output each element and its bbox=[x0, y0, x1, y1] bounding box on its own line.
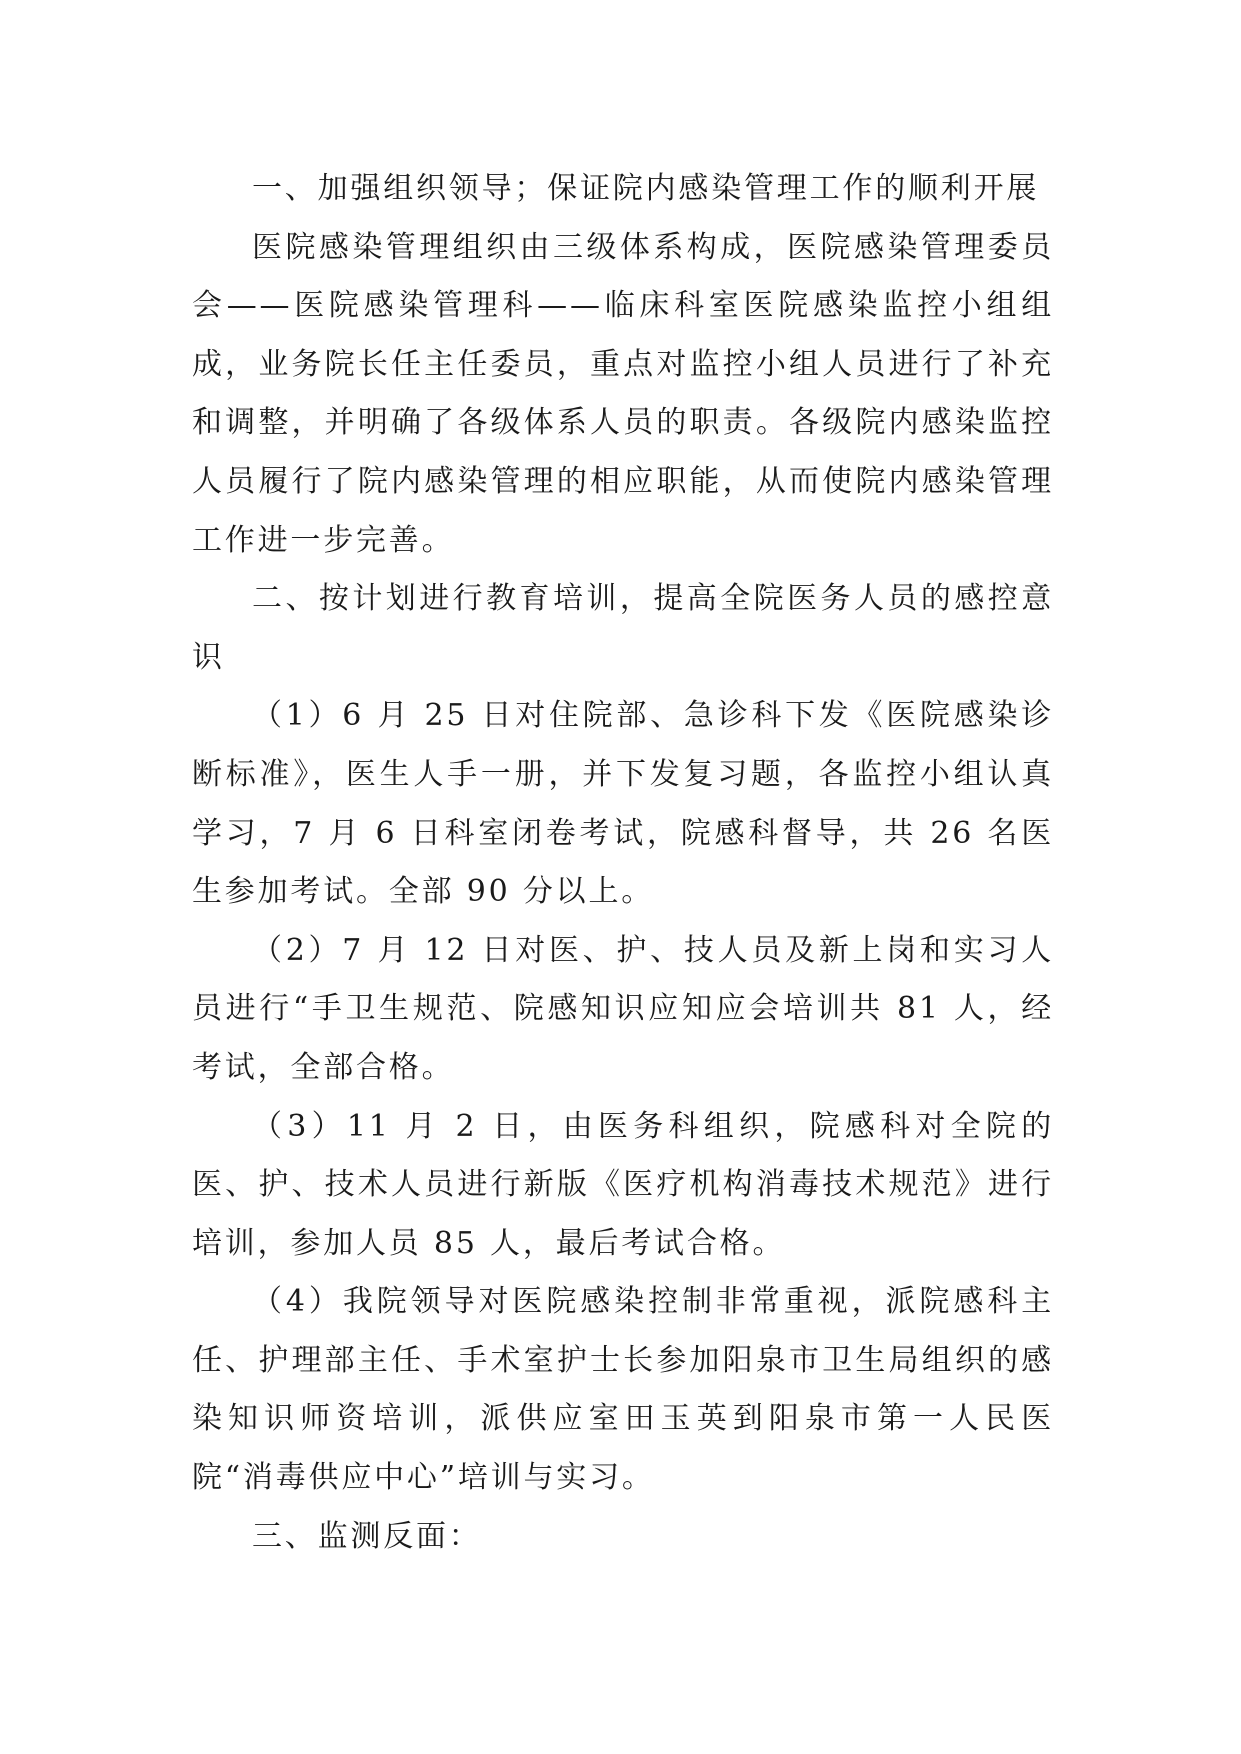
section-heading-3: 三、监测反面： bbox=[252, 1518, 482, 1554]
list-item-2: （2）7 月 12 日对医、护、技人员及新上岗和实习人员进行“手卫生规范、院感知识应知应会培训共 81 人，经考试，全部合格。 bbox=[192, 932, 1054, 1085]
document-body bbox=[192, 160, 1054, 1566]
list-item-1: （1）6 月 25 日对住院部、急诊科下发《医院感染诊断标准》，医生人手一册，并下发复习题，各监控小组认真学习，7 月 6 日科室闭卷考试，院感科督导，共 26 名医生参加考试。全部 90 分以上。 bbox=[192, 698, 1054, 910]
section-heading-1: 一、加强组织领导；保证院内感染管理工作的顺利开展 bbox=[252, 171, 1040, 206]
section-heading-2: 二、按计划进行教育培训，提高全院医务人员的感控意识 bbox=[192, 581, 1054, 675]
body-paragraph: 医院感染管理组织由三级体系构成，医院感染管理委员会——医院感染管理科——临床科室医院感染监控小组组成，业务院长任主任委员，重点对监控小组人员进行了补充和调整，并明确了各级体系人员的职责。各级院内感染监控人员履行了院内感染管理的相应职能，从而使院内感染管理工作进一步完善。 bbox=[192, 229, 1054, 558]
list-item-3: （3）11 月 2 日，由医务科组织，院感科对全院的医、护、技术人员进行新版《医疗机构消毒技术规范》进行培训，参加人员 85 人，最后考试合格。 bbox=[192, 1108, 1054, 1261]
list-item-4: （4）我院领导对医院感染控制非常重视，派院感科主任、护理部主任、手术室护士长参加阳泉市卫生局组织的感染知识师资培训，派供应室田玉英到阳泉市第一人民医院“消毒供应中心”培训与实习。 bbox=[192, 1284, 1054, 1496]
